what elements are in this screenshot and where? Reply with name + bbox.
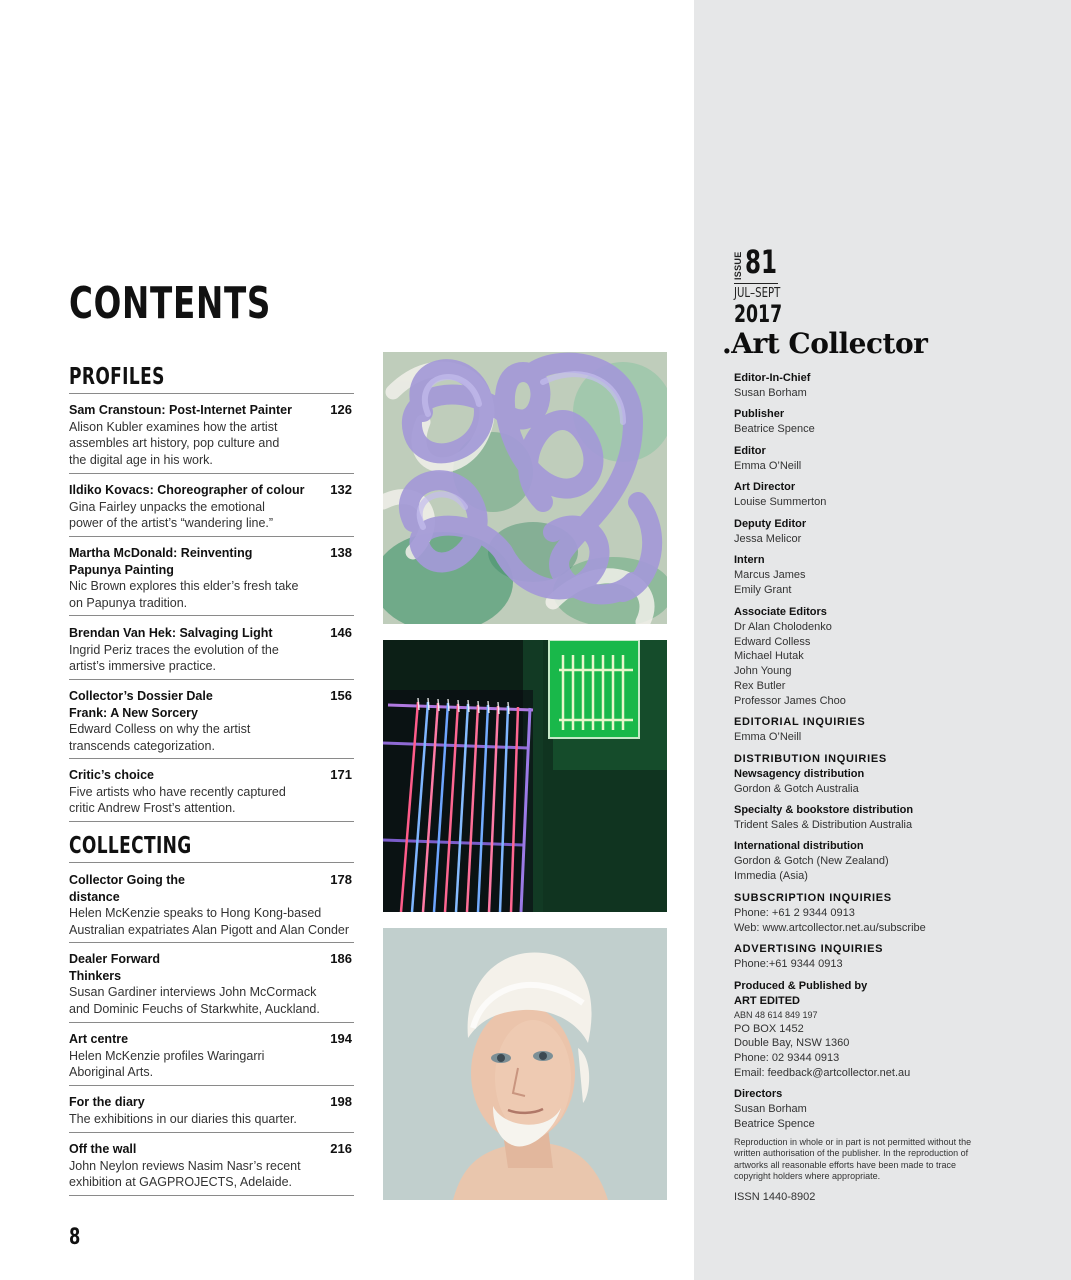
toc-entry[interactable] <box>69 767 354 817</box>
credit-name: John Young <box>734 665 792 678</box>
artwork-neon-installation[interactable] <box>383 640 667 912</box>
credit-name: Emily Grant <box>734 583 792 596</box>
entry-title: Ildiko Kovacs: Choreographer of colour <box>69 483 305 497</box>
credit-name: Rex Butler <box>734 679 786 692</box>
subscription-phone: Phone: +61 2 9344 0913 <box>734 906 855 919</box>
page-title: CONTENTS <box>69 278 272 329</box>
distribution-value: Gordon & Gotch Australia <box>734 782 859 795</box>
divider <box>69 942 354 943</box>
divider <box>69 862 354 863</box>
entry-page-number: 156 <box>330 688 352 703</box>
entry-page-number: 198 <box>330 1094 352 1109</box>
entry-description: Five artists who have recently captured critic Andrew Frost’s attention. <box>69 784 286 815</box>
entry-description: Edward Colless on why the artist transcends categorization. <box>69 722 251 753</box>
entry-title: Sam Cranstoun: Post-Internet Painter <box>69 403 292 417</box>
address-line: Double Bay, NSW 1360 <box>734 1037 850 1050</box>
divider <box>734 283 778 284</box>
issue-number: 81 <box>745 243 778 281</box>
credit-block <box>734 553 1054 597</box>
distribution-value: Immedia (Asia) <box>734 869 808 882</box>
entry-page-number: 171 <box>330 767 352 782</box>
toc-entry[interactable] <box>69 1094 354 1127</box>
credit-name: Susan Borham <box>734 386 807 399</box>
inquiry-heading: DISTRIBUTION INQUIRIES <box>734 753 887 765</box>
neon-installation-image <box>383 640 667 912</box>
distribution-inquiries <box>734 752 1054 796</box>
credit-name: Professor James Choo <box>734 694 846 707</box>
credit-name: Emma O’Neill <box>734 459 802 472</box>
feedback-email-link[interactable]: Email: feedback@artcollector.net.au <box>734 1066 911 1079</box>
entry-title: Collector Going the distance <box>69 873 185 904</box>
entry-description: Nic Brown explores this elder’s fresh take on Papunya tradition. <box>69 579 299 610</box>
entry-title: Dealer Forward Thinkers <box>69 952 161 983</box>
credit-role: Associate Editors <box>734 606 827 618</box>
entry-title: Collector’s Dossier Dale Frank: A New Sorcery <box>69 689 213 720</box>
toc-entry[interactable] <box>69 402 354 468</box>
entry-page-number: 194 <box>330 1031 352 1046</box>
company-name: ART EDITED <box>734 994 800 1007</box>
entry-page-number: 132 <box>330 482 352 497</box>
issn: ISSN 1440-8902 <box>734 1191 816 1203</box>
credit-role: Publisher <box>734 408 785 420</box>
copyright-disclaimer: Reproduction in whole or in part is not permitted without the written authorisation of the publisher. In the reproduction of artworks all reasonable efforts have been made to trace copyright holders where appropriate. <box>734 1137 972 1181</box>
issue-year: 2017 <box>734 300 783 328</box>
entry-title: For the diary <box>69 1095 145 1109</box>
entry-description: The exhibitions in our diaries this quarter. <box>69 1111 297 1126</box>
artwork-portrait-painting[interactable] <box>383 928 667 1200</box>
toc-entry[interactable] <box>69 625 354 675</box>
distribution-label: Specialty & bookstore distribution <box>734 804 914 816</box>
entry-page-number: 178 <box>330 872 352 887</box>
entry-title: Martha McDonald: Reinventing Papunya Painting <box>69 546 253 577</box>
divider <box>69 536 354 537</box>
toc-entry[interactable] <box>69 951 354 1017</box>
credit-name: Beatrice Spence <box>734 422 815 435</box>
credit-name: Dr Alan Cholodenko <box>734 620 832 633</box>
issue-label: ISSUE <box>733 251 743 280</box>
distribution-international <box>734 839 1054 883</box>
distribution-value: Gordon & Gotch (New Zealand) <box>734 854 889 867</box>
divider <box>69 473 354 474</box>
credit-name: Louise Summerton <box>734 495 827 508</box>
entry-description: Ingrid Periz traces the evolution of the artist’s immersive practice. <box>69 642 279 673</box>
page-number: 8 <box>69 1225 81 1250</box>
toc-entry[interactable] <box>69 872 354 938</box>
toc-entry[interactable] <box>69 688 354 754</box>
credit-name: Jessa Melicor <box>734 532 802 545</box>
divider <box>69 758 354 759</box>
divider <box>69 679 354 680</box>
entry-page-number: 216 <box>330 1141 352 1156</box>
divider <box>69 1022 354 1023</box>
advertising-inquiries <box>734 942 1054 972</box>
distribution-specialty <box>734 803 1054 833</box>
credit-name: Marcus James <box>734 568 806 581</box>
credit-name: Michael Hutak <box>734 650 804 663</box>
divider <box>69 393 354 394</box>
issue-period: JUL–SEPT <box>734 286 781 301</box>
inquiry-heading: SUBSCRIPTION INQUIRIES <box>734 892 892 904</box>
entry-title: Art centre <box>69 1032 129 1046</box>
credit-block <box>734 480 1054 510</box>
toc-entry[interactable] <box>69 482 354 532</box>
distribution-value: Trident Sales & Distribution Australia <box>734 818 913 831</box>
credit-block <box>734 605 1054 709</box>
address-line: PO BOX 1452 <box>734 1022 804 1035</box>
publisher-info <box>734 979 1054 1081</box>
toc-entry[interactable] <box>69 545 354 611</box>
entry-title: Brendan Van Hek: Salvaging Light <box>69 626 273 640</box>
credit-role: Editor-In-Chief <box>734 372 811 384</box>
credit-role: Art Director <box>734 481 796 493</box>
entry-title: Critic’s choice <box>69 768 154 782</box>
entry-description: Gina Fairley unpacks the emotional power of the artist’s “wandering line.” <box>69 499 274 530</box>
directors-heading: Directors <box>734 1088 783 1100</box>
advertising-phone: Phone:+61 9344 0913 <box>734 957 843 970</box>
subscription-inquiries <box>734 891 1054 935</box>
toc-entry[interactable] <box>69 1141 354 1191</box>
credit-block <box>734 444 1054 474</box>
distribution-label: International distribution <box>734 840 864 852</box>
company-abn: ABN 48 614 849 197 <box>734 1009 818 1020</box>
credit-block <box>734 371 1054 401</box>
publisher-phone: Phone: 02 9344 0913 <box>734 1052 840 1065</box>
entry-description: Helen McKenzie profiles Waringarri Aboriginal Arts. <box>69 1048 265 1079</box>
editorial-inquiries <box>734 715 1054 745</box>
entry-description: Susan Gardiner interviews John McCormack and Dominic Feuchs of Starkwhite, Auckland. <box>69 985 320 1016</box>
brand-logo: .Art Collector <box>722 327 928 360</box>
credit-role: Intern <box>734 554 765 566</box>
portrait-painting-image <box>383 928 667 1200</box>
entry-description: John Neylon reviews Nasim Nasr’s recent exhibition at GAGPROJECTS, Adelaide. <box>69 1158 301 1189</box>
divider <box>69 1195 354 1196</box>
toc-entry[interactable] <box>69 1031 354 1081</box>
inquiry-contact: Emma O’Neill <box>734 730 802 743</box>
produced-heading: Produced & Published by <box>734 980 868 992</box>
credit-block <box>734 517 1054 547</box>
section-heading-profiles: PROFILES <box>69 364 165 390</box>
inquiry-heading: ADVERTISING INQUIRIES <box>734 943 884 955</box>
credit-block <box>734 407 1054 437</box>
divider <box>69 1132 354 1133</box>
section-heading-collecting: COLLECTING <box>69 833 192 859</box>
entry-title: Off the wall <box>69 1142 137 1156</box>
distribution-label: Newsagency distribution <box>734 767 865 780</box>
credit-role: Deputy Editor <box>734 518 807 530</box>
entry-page-number: 126 <box>330 402 352 417</box>
divider <box>69 1085 354 1086</box>
credit-role: Editor <box>734 445 766 457</box>
directors <box>734 1087 1054 1131</box>
artwork-loop-painting[interactable] <box>383 352 667 624</box>
entry-page-number: 138 <box>330 545 352 560</box>
divider <box>69 821 354 822</box>
entry-description: Alison Kubler examines how the artist assembles art history, pop culture and the digital age in his work. <box>69 419 280 467</box>
entry-page-number: 146 <box>330 625 352 640</box>
entry-page-number: 186 <box>330 951 352 966</box>
credit-name: Edward Colless <box>734 635 811 648</box>
inquiry-heading: EDITORIAL INQUIRIES <box>734 716 866 728</box>
subscription-web-link[interactable]: Web: www.artcollector.net.au/subscribe <box>734 921 926 934</box>
director-name: Beatrice Spence <box>734 1117 815 1130</box>
loop-painting-image <box>383 352 667 624</box>
director-name: Susan Borham <box>734 1102 807 1115</box>
entry-description: Helen McKenzie speaks to Hong Kong-based Australian expatriates Alan Pigott and Alan Conder <box>69 906 350 937</box>
divider <box>69 615 354 616</box>
